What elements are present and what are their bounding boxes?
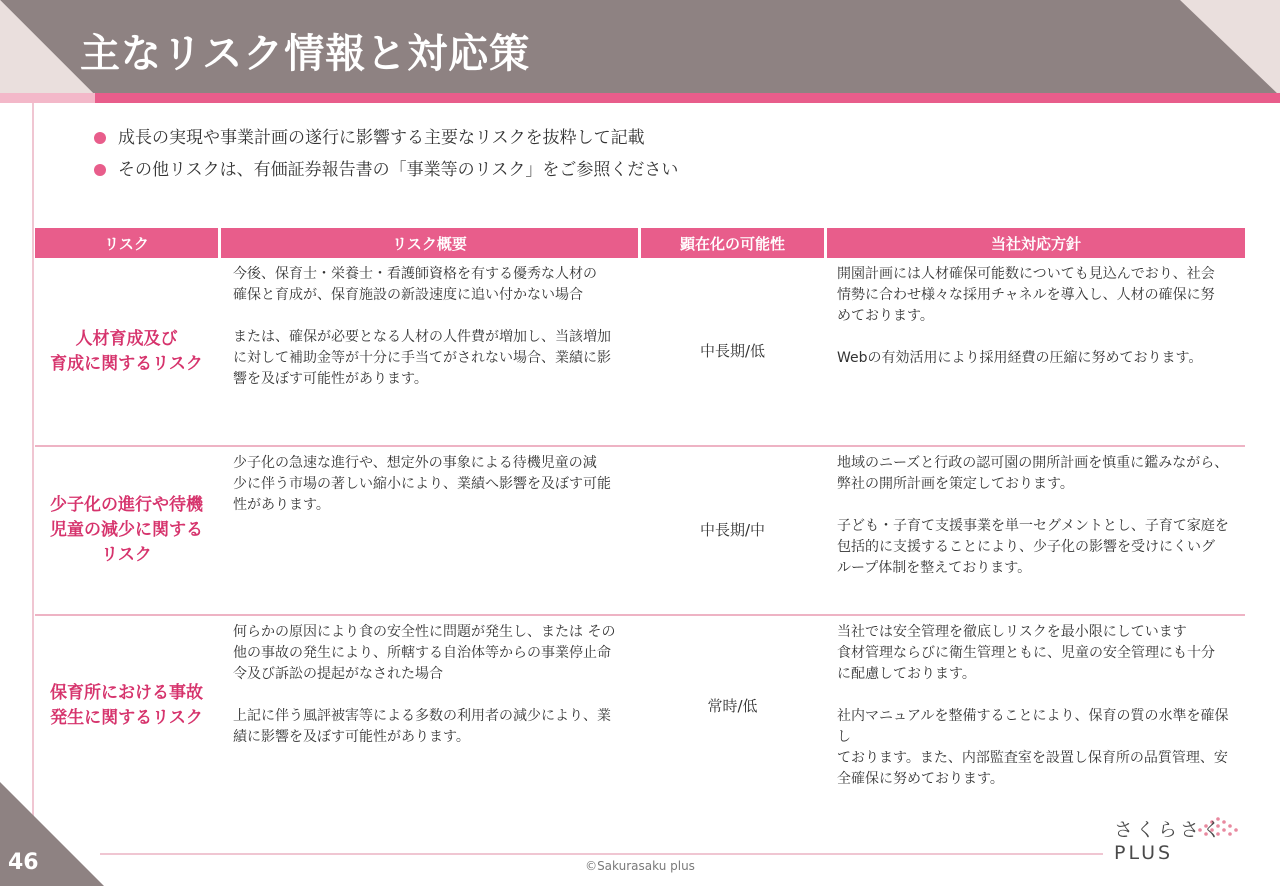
header-probability: 顕在化の可能性 bbox=[641, 228, 824, 258]
policy-paragraph: 開園計画には人材確保可能数についても見込んでおり、社会 情勢に合わせ様々な採用チャネルを導入し、人材の確保に努 めております。 bbox=[837, 266, 1215, 324]
table-row bbox=[35, 616, 1245, 796]
bullet-dot-icon bbox=[94, 164, 106, 176]
risk-policy bbox=[827, 616, 1245, 796]
table-row bbox=[35, 447, 1245, 616]
risk-name: 人材育成及び 育成に関するリスク bbox=[50, 328, 203, 374]
risk-summary bbox=[221, 616, 638, 796]
bullet-text: その他リスクは、有価証券報告書の「事業等のリスク」をご参照ください bbox=[118, 160, 679, 180]
bullet-item bbox=[92, 122, 678, 154]
footer-rule bbox=[100, 853, 1103, 855]
header-risk: リスク bbox=[35, 228, 218, 258]
page-number: 46 bbox=[8, 850, 39, 875]
company-logo bbox=[1114, 816, 1264, 866]
table-header-row bbox=[35, 228, 1245, 258]
risk-policy bbox=[827, 258, 1245, 445]
bullet-dot-icon bbox=[94, 132, 106, 144]
summary-paragraph: 何らかの原因により食の安全性に問題が発生し、または その 他の事故の発生により、所轄する自治体等からの事業停止命 令及び訴訟の提起がなされた場合 bbox=[233, 624, 616, 682]
policy-paragraph: Webの有効活用により採用経費の圧縮に努めております。 bbox=[837, 350, 1203, 366]
risk-summary bbox=[221, 258, 638, 445]
logo-text: さくらさくPLUS bbox=[1114, 819, 1225, 864]
summary-paragraph: 上記に伴う風評被害等による多数の利用者の減少により、業 績に影響を及ぼす可能性があります。 bbox=[233, 708, 611, 745]
summary-paragraph: または、確保が必要となる人材の人件費が増加し、当該増加 に対して補助金等が十分に手当てがされない場合、業績に影 響を及ぼす可能性があります。 bbox=[233, 329, 611, 387]
left-vertical-rule bbox=[32, 103, 34, 838]
copyright-text: ©Sakurasaku plus bbox=[585, 859, 695, 873]
risk-probability: 常時/低 bbox=[707, 696, 758, 715]
risk-probability: 中長期/低 bbox=[699, 342, 766, 360]
policy-paragraph: 社内マニュアルを整備することにより、保育の質の水準を確保し ております。また、内部監査室を設置し保育所の品質管理、安 全確保に努めております。 bbox=[837, 708, 1229, 787]
risk-probability: 中長期/中 bbox=[699, 521, 766, 539]
summary-paragraph: 少子化の急速な進行や、想定外の事象による待機児童の減 少に伴う市場の著しい縮小により、業績へ影響を及ぼす可能 性があります。 bbox=[233, 455, 611, 513]
bullet-text: 成長の実現や事業計画の遂行に影響する主要なリスクを抜粋して記載 bbox=[118, 128, 645, 148]
header-policy: 当社対応方針 bbox=[827, 228, 1245, 258]
bullet-item bbox=[92, 154, 678, 186]
risk-name: 少子化の進行や待機 児童の減少に関する リスク bbox=[50, 495, 203, 565]
table-row bbox=[35, 258, 1245, 447]
page-title: 主なリスク情報と対応策 bbox=[80, 31, 531, 77]
bullet-list bbox=[92, 122, 678, 186]
risk-policy bbox=[827, 447, 1245, 614]
risk-name: 保育所における事故 発生に関するリスク bbox=[50, 683, 203, 728]
header-pink-rule-fade bbox=[0, 93, 95, 103]
risk-summary bbox=[221, 447, 638, 614]
header-summary: リスク概要 bbox=[221, 228, 638, 258]
policy-paragraph: 地域のニーズと行政の認可園の開所計画を慎重に鑑みながら、 弊社の開所計画を策定しております。 bbox=[837, 455, 1229, 492]
header-pink-rule bbox=[0, 93, 1280, 103]
summary-paragraph: 今後、保育士・栄養士・看護師資格を有する優秀な人材の 確保と育成が、保育施設の新設速度に追い付かない場合 bbox=[233, 266, 597, 303]
policy-paragraph: 子ども・子育て支援事業を単一セグメントとし、子育て家庭を 包括的に支援することにより、少子化の影響を受けにくいグ ループ体制を整えております。 bbox=[837, 518, 1229, 576]
risk-table bbox=[35, 228, 1245, 796]
policy-paragraph: 当社では安全管理を徹底しリスクを最小限にしています 食材管理ならびに衛生管理ともに、児童の安全管理にも十分 に配慮しております。 bbox=[837, 624, 1215, 682]
